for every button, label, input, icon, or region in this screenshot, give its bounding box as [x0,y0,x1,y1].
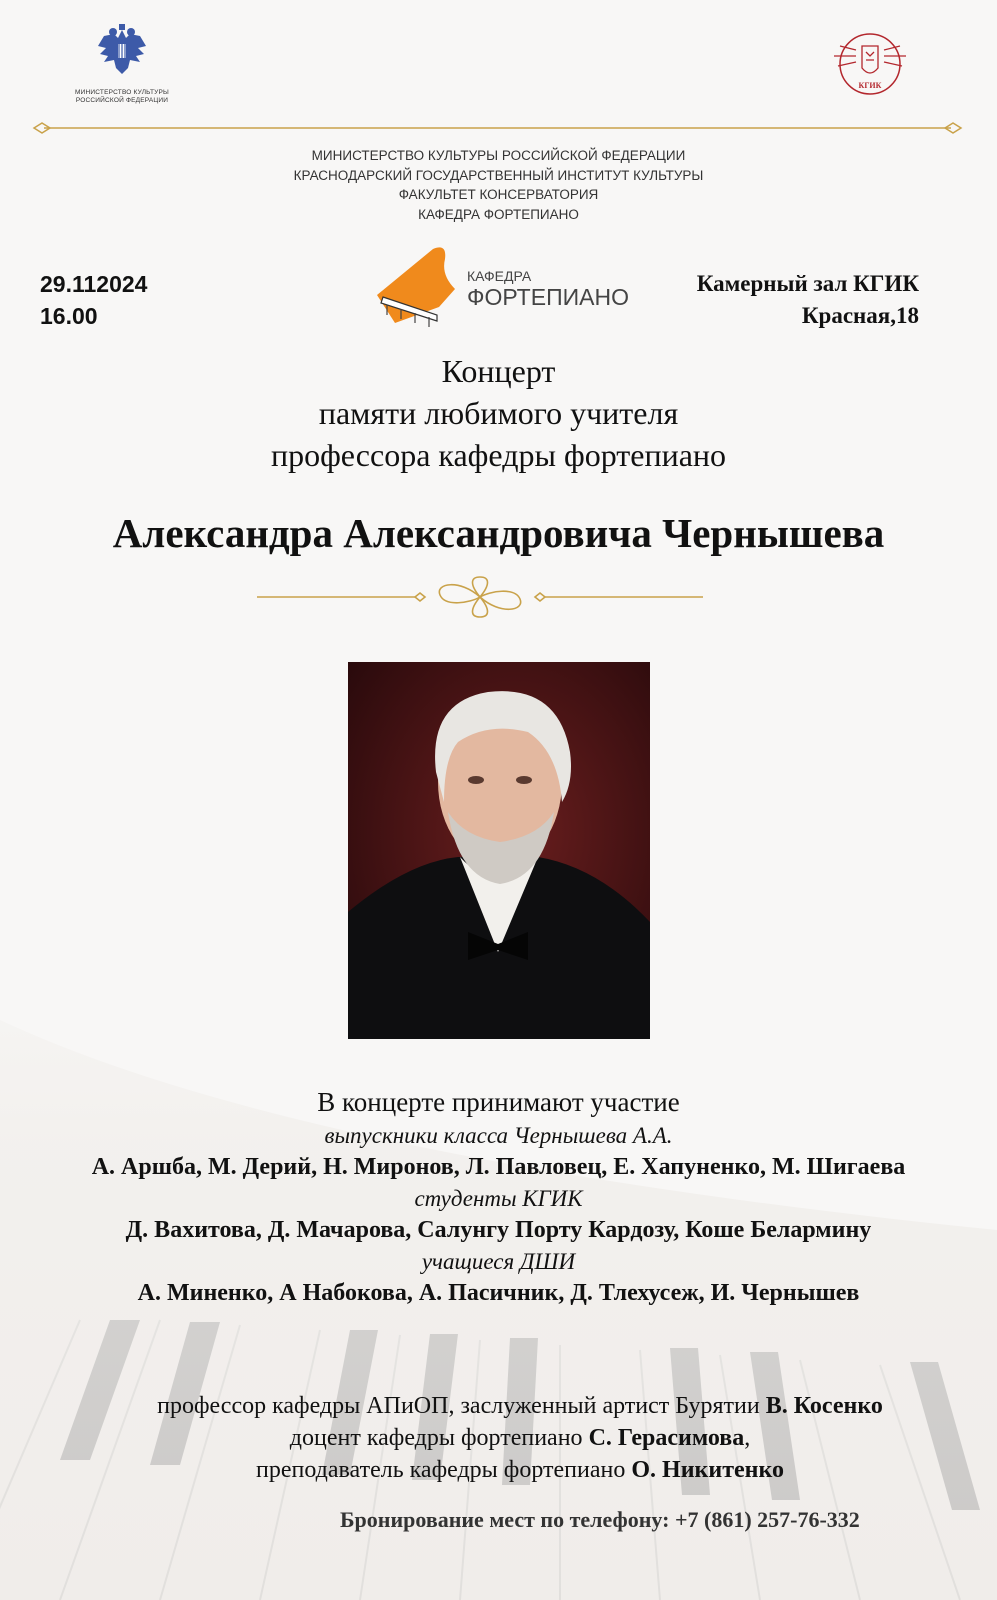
teacher-role: доцент кафедры фортепиано [289,1425,589,1451]
org-line-4: КАФЕДРА ФОРТЕПИАНО [418,206,579,222]
ministry-logo [62,22,182,105]
double-headed-eagle-icon [92,22,152,84]
honoree-name: Александра Александровича Чернышева [112,510,885,556]
dept-logo-line2: ФОРТЕПИАНО [467,284,629,310]
dept-logo-line1: КАФЕДРА [467,268,532,284]
org-line-1: МИНИСТЕРСТВО КУЛЬТУРЫ РОССИЙСКОЙ ФЕДЕРАЦИИ [311,148,686,163]
ministry-caption-2: РОССИЙСКОЙ ФЕДЕРАЦИИ [75,97,169,104]
grand-piano-icon [377,247,455,327]
event-venue [697,268,919,332]
teacher-line [100,1390,940,1422]
participant-category: выпускники класса Чернышева А.А. [324,1123,673,1148]
gold-divider [30,118,965,138]
participants-lead: В концерте принимают участие [317,1087,680,1117]
title-line-3: профессора кафедры фортепиано [270,437,727,473]
teachers-section [100,1390,940,1486]
teacher-name: С. Герасимова [588,1425,745,1451]
title-line-2: памяти любимого учителя [318,395,679,431]
participant-category: учащиеся ДШИ [421,1249,576,1274]
title-line-1: Концерт [441,353,556,389]
event-time: 16.00 [40,303,98,329]
participant-category: студенты КГИК [414,1186,583,1211]
participant-names: А. Аршба, М. Дерий, Н. Миронов, Л. Павловец, Е. Хапуненко, М. Шигаева [91,1154,906,1180]
org-line-2: КРАСНОДАРСКИЙ ГОСУДАРСТВЕННЫЙ ИНСТИТУТ КУЛЬТУРЫ [293,167,704,183]
participant-names: Д. Вахитова, Д. Мачарова, Салунгу Порту Кардозу, Коше Белармину [125,1217,872,1243]
org-line-3: ФАКУЛЬТЕТ КОНСЕРВАТОРИЯ [398,187,599,202]
participant-names: А. Миненко, А Набокова, А. Пасичник, Д. Тлехусеж, И. Чернышев [137,1280,860,1306]
teacher-role: преподаватель кафедры фортепиано [256,1457,632,1483]
concert-title [0,350,997,476]
venue-address: Красная,18 [801,303,919,328]
booking-phone: Бронирование мест по телефону: +7 (861) 257-76-332 [340,1507,860,1532]
organizations-block [0,146,997,224]
gold-flourish-ornament [255,575,715,620]
teacher-name: О. Никитенко [631,1457,784,1483]
venue-name: Камерный зал КГИК [696,271,919,296]
portrait-photo [348,662,650,1039]
kgik-logo-text: КГИК [858,81,882,90]
ministry-caption-1: МИНИСТЕРСТВО КУЛЬТУРЫ [75,89,169,96]
teacher-line [100,1422,940,1454]
event-date: 29.112024 [40,271,148,297]
teacher-role: профессор кафедры АПиОП, заслуженный артист Бурятии [157,1393,766,1419]
piano-department-logo [375,245,635,340]
kgik-logo [820,28,920,103]
teacher-suffix: , [744,1425,751,1451]
participants-section [0,1084,997,1309]
teacher-line [100,1454,940,1486]
event-datetime [40,268,147,332]
teacher-name: В. Косенко [765,1393,883,1419]
